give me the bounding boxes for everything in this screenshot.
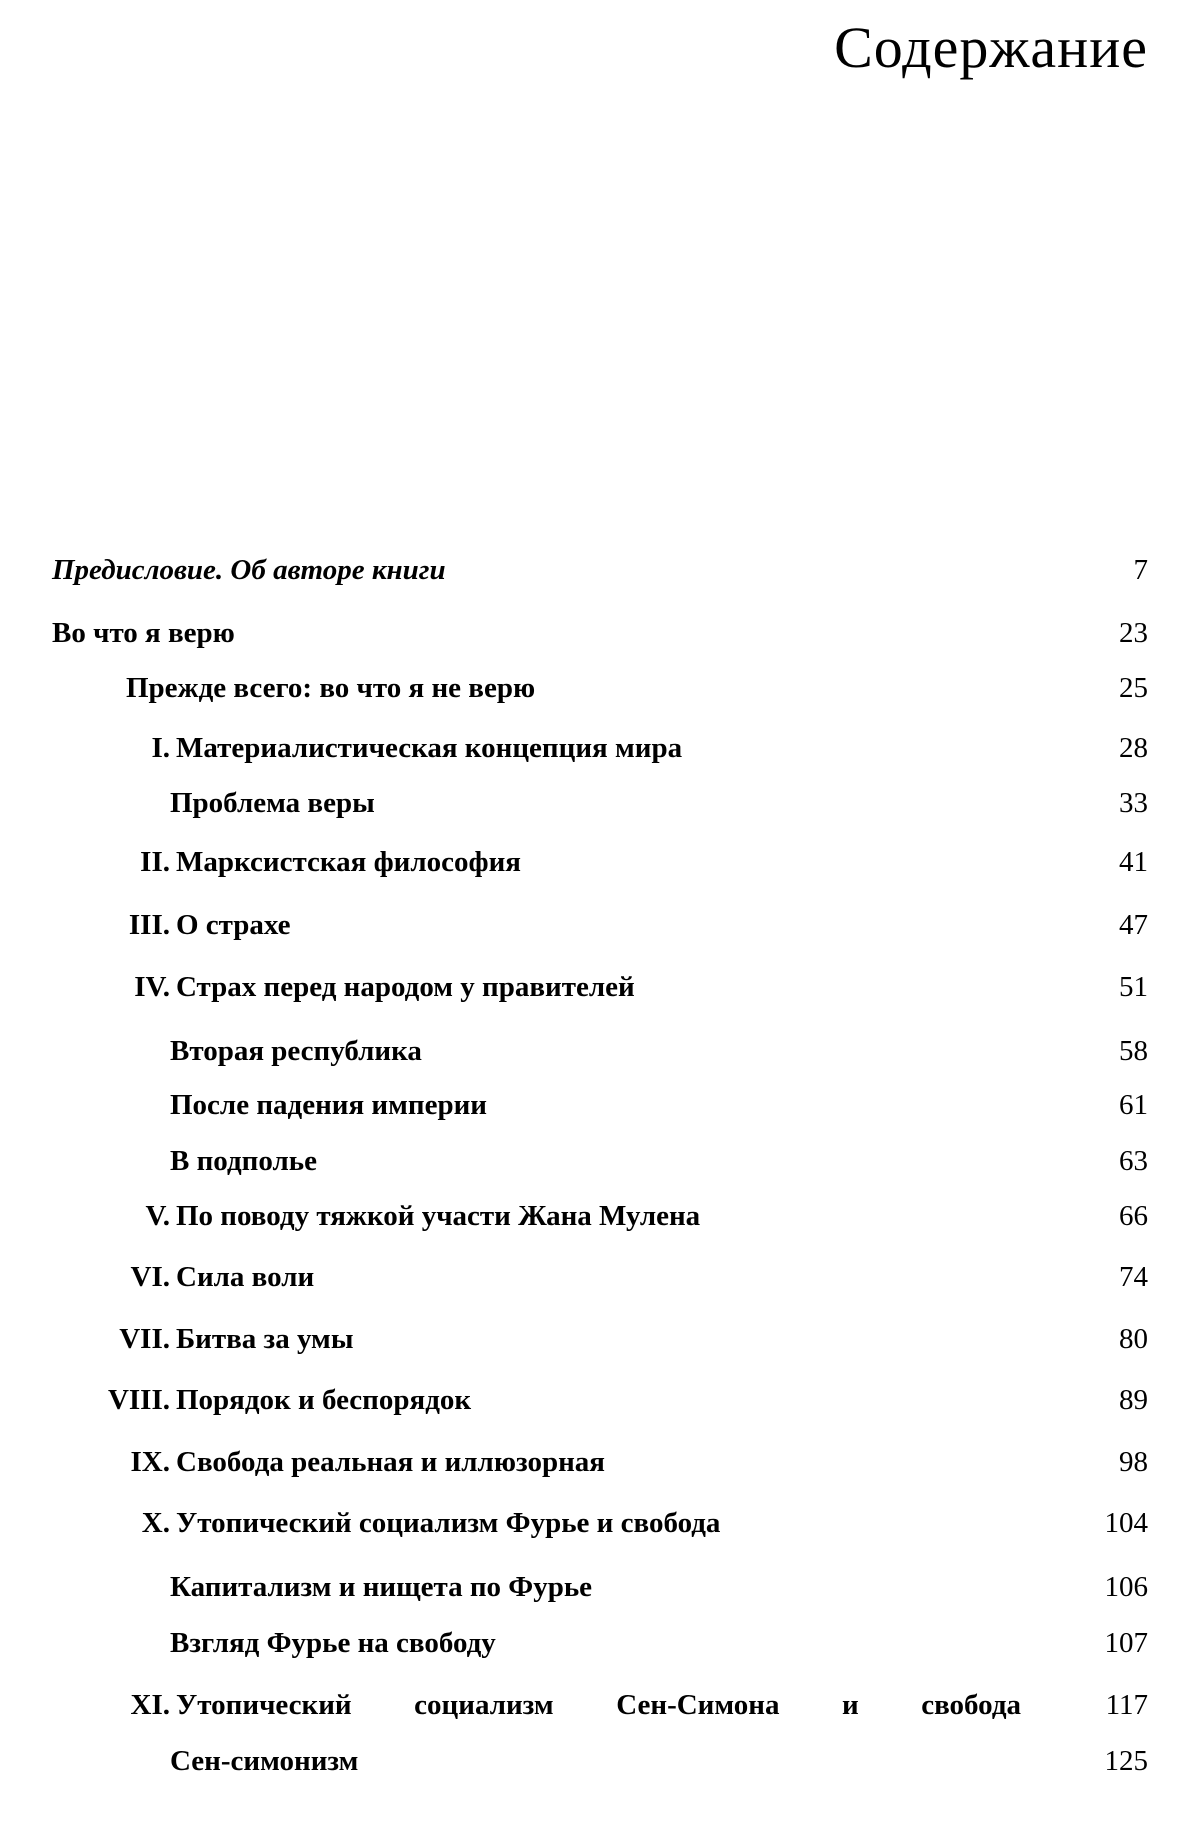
toc-entry-title: После падения империи [170,1089,488,1121]
toc-entry-title: Сила воли [176,1261,315,1293]
toc-entry-page: 58 [1119,1035,1148,1067]
toc-entry [0,1139,1200,1183]
toc-entry-title: Во что я верю [52,617,235,649]
toc-entry-title: Свобода реальная и иллюзорная [176,1446,605,1478]
toc-entry-page: 47 [1119,909,1148,941]
toc-entry [0,666,1200,710]
toc-entry [0,903,1200,947]
toc-entry-page: 25 [1119,672,1148,704]
toc-entry [0,1378,1200,1422]
toc-entry [0,1440,1200,1484]
toc-entry-page: 89 [1119,1384,1148,1416]
toc-entry [0,1565,1200,1609]
toc-entry-page: 7 [1133,554,1148,586]
toc-entry-title: Страх перед народом у правителей [176,971,635,1003]
toc-entry [0,611,1200,655]
toc-entry-page: 23 [1119,617,1148,649]
toc-entry-page: 61 [1119,1089,1148,1121]
toc-entry-number: VII. [119,1323,170,1355]
toc-entry [0,1255,1200,1299]
toc-entry-number: IX. [130,1446,170,1478]
toc-entry-page: 117 [1105,1689,1148,1721]
toc-entry-page: 41 [1119,846,1148,878]
toc-entry-page: 74 [1119,1261,1148,1293]
toc-entry-title: Утопический социализм Сен-Симона и свобода [176,1689,1021,1721]
toc-entry-number: IV. [134,971,170,1003]
toc-entry [0,548,1200,592]
toc-entry-page: 104 [1104,1507,1148,1539]
toc-entry-title: Прежде всего: во что я не верю [126,672,536,704]
toc-entry [0,1621,1200,1665]
toc-entry-title: Битва за умы [176,1323,354,1355]
toc-entry-page: 51 [1119,971,1148,1003]
toc-entry-title: Сен-симонизм [170,1745,359,1777]
toc-entry-page: 125 [1104,1745,1148,1777]
toc-entry [0,726,1200,770]
toc-entry-number: V. [145,1200,170,1232]
toc-entry-number: X. [141,1507,170,1539]
toc-entry [0,1739,1200,1783]
toc-entry-title: Проблема веры [170,787,375,819]
toc-entry [0,781,1200,825]
toc-entry-number: VIII. [107,1384,170,1416]
toc-entry-title: По поводу тяжкой участи Жана Мулена [176,1200,701,1232]
toc-entry-title: Взгляд Фурье на свободу [170,1627,496,1659]
toc-entry [0,1194,1200,1238]
toc-entry-page: 98 [1119,1446,1148,1478]
page-title: Содержание [834,15,1148,80]
toc-entry-page: 66 [1119,1200,1148,1232]
toc-entry-page: 106 [1104,1571,1148,1603]
toc-entry-title: Порядок и беспорядок [176,1384,472,1416]
toc-entry-number: VI. [130,1261,170,1293]
toc-entry-title: Предисловие. Об авторе книги [52,554,446,586]
toc-entry-number: II. [140,846,170,878]
toc-entry-page: 63 [1119,1145,1148,1177]
toc-entry-number: I. [151,732,170,764]
toc-entry [0,1083,1200,1127]
toc-entry-title: Материалистическая концепция мира [176,732,683,764]
toc-entry-title: В подполье [170,1145,317,1177]
toc-entry-page: 33 [1119,787,1148,819]
toc-entry-title: Капитализм и нищета по Фурье [170,1571,593,1603]
toc-entry-number: XI. [130,1689,170,1721]
toc-entry-title: Марксистская философия [176,846,521,878]
toc-entry-title: Утопический социализм Фурье и свобода [176,1507,721,1539]
toc-entry-title: Вторая республика [170,1035,422,1067]
toc-entry [0,1317,1200,1361]
toc-entry [0,840,1200,884]
toc-entry [0,965,1200,1009]
toc-entry-page: 107 [1104,1627,1148,1659]
toc-entry [0,1683,1200,1727]
toc-entry-page: 80 [1119,1323,1148,1355]
toc-entry [0,1501,1200,1545]
toc-entry-number: III. [128,909,170,941]
toc-entry [0,1029,1200,1073]
toc-entry-title: О страхе [176,909,291,941]
toc-entry-page: 28 [1119,732,1148,764]
